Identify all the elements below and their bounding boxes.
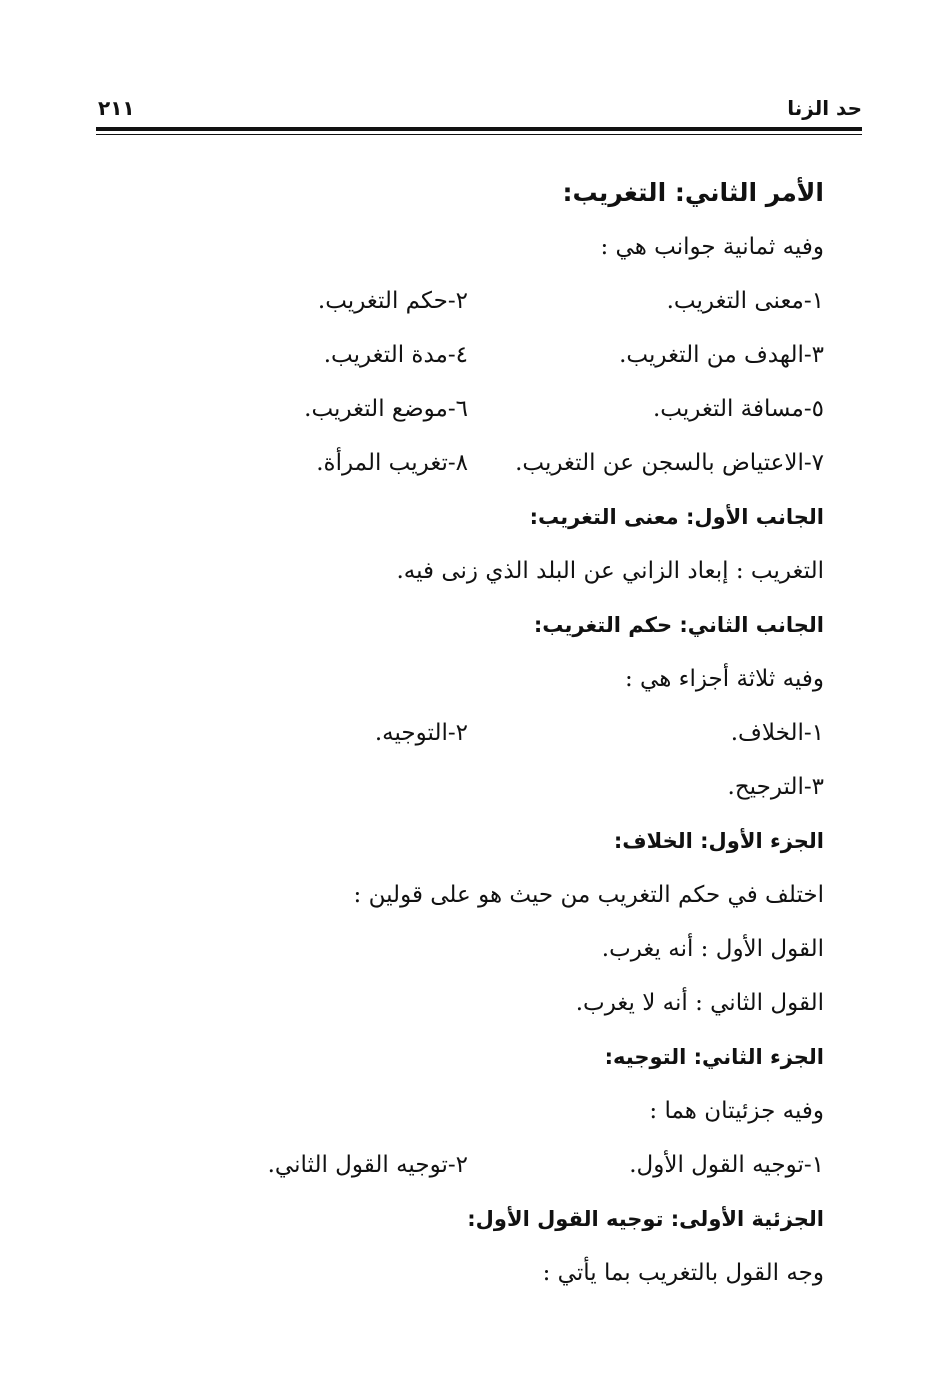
sub1-heading: الجزئية الأولى: توجيه القول الأول: xyxy=(467,1207,824,1231)
list-item: ٦-موضع التغريب. xyxy=(304,396,468,422)
sub-intro: وفيه جزئيتان هما : xyxy=(649,1098,824,1124)
header-rule xyxy=(96,127,862,131)
sub-row xyxy=(124,1138,824,1192)
list-item: ٢-التوجيه. xyxy=(374,720,468,746)
parts-row xyxy=(124,706,824,760)
list-item: ٣-الترجيح. xyxy=(727,774,824,800)
section-title: الأمر الثاني: التغريب: xyxy=(562,178,824,207)
aspect2-heading: الجانب الثاني: حكم التغريب: xyxy=(533,613,824,637)
definition-text: التغريب : إبعاد الزاني عن البلد الذي زنى فيه. xyxy=(396,558,824,584)
list-item: ٢-توجيه القول الثاني. xyxy=(267,1152,468,1178)
list-item: ٨-تغريب المرأة. xyxy=(316,450,468,476)
part1-heading: الجزء الأول: الخلاف: xyxy=(613,829,824,853)
running-title: حد الزنا xyxy=(787,96,862,120)
parts-intro: وفيه ثلاثة أجزاء هي : xyxy=(624,666,824,692)
list-item: ٥-مسافة التغريب. xyxy=(652,396,824,422)
list-item: ١-الخلاف. xyxy=(730,720,824,746)
page-body xyxy=(124,166,824,1300)
page-header xyxy=(96,96,862,126)
list-item: ٣-الهدف من التغريب. xyxy=(619,342,824,368)
part2-heading: الجزء الثاني: التوجيه: xyxy=(604,1045,824,1069)
header-rule-thin xyxy=(96,134,862,135)
last-line: وجه القول بالتغريب بما يأتي : xyxy=(542,1260,824,1286)
aspects-row xyxy=(124,382,824,436)
aspects-intro: وفيه ثمانية جوانب هي : xyxy=(600,234,824,260)
list-item: ١-توجيه القول الأول. xyxy=(629,1152,824,1178)
aspects-row xyxy=(124,436,824,490)
list-item: ٢-حكم التغريب. xyxy=(317,288,468,314)
list-item: ٤-مدة التغريب. xyxy=(323,342,468,368)
aspects-row xyxy=(124,328,824,382)
aspects-row xyxy=(124,274,824,328)
view1-text: القول الأول : أنه يغرب. xyxy=(601,936,824,962)
page-number: ٢١١ xyxy=(98,96,135,120)
dispute-text: اختلف في حكم التغريب من حيث هو على قولين : xyxy=(353,882,824,908)
aspect1-heading: الجانب الأول: معنى التغريب: xyxy=(529,505,824,529)
list-item: ٧-الاعتياض بالسجن عن التغريب. xyxy=(515,450,824,476)
view2-text: القول الثاني : أنه لا يغرب. xyxy=(575,990,824,1016)
list-item: ١-معنى التغريب. xyxy=(666,288,824,314)
